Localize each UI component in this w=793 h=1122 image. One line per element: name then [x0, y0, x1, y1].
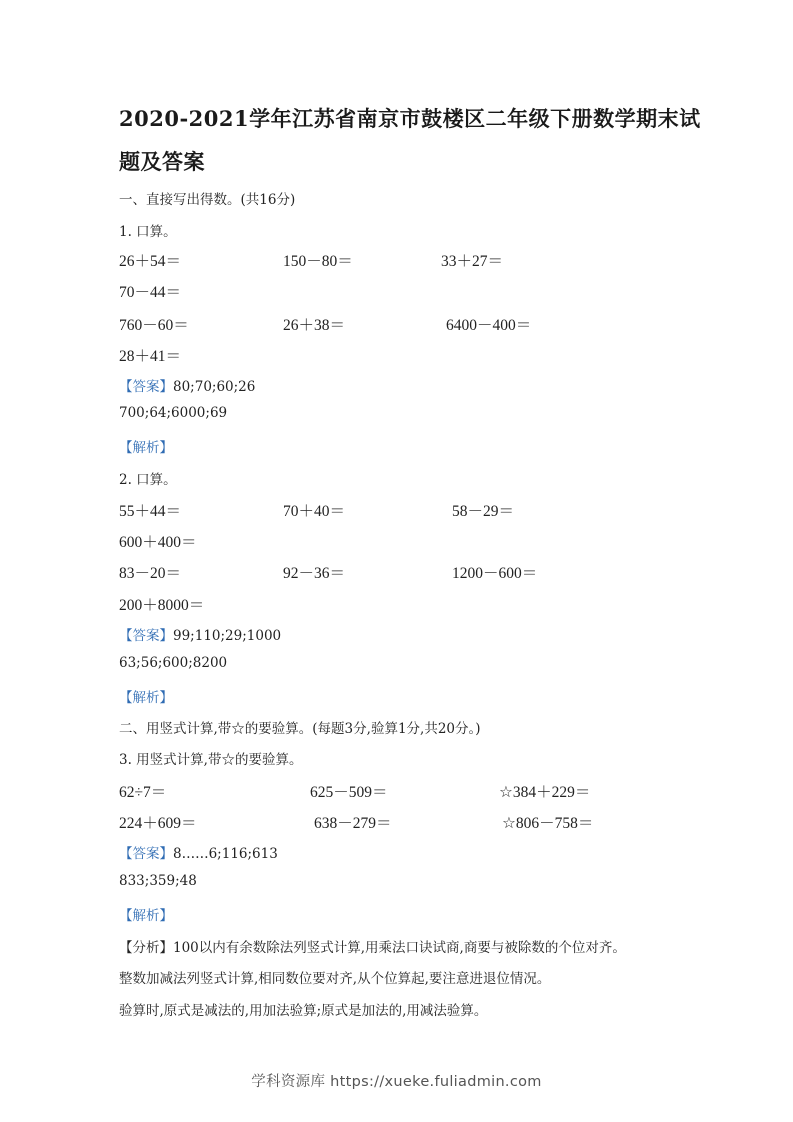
- q3-fenxi-line1: [119, 936, 626, 956]
- document-title-line1: 2020-2021学年江苏省南京市鼓楼区二年级下册数学期末试: [119, 106, 701, 131]
- q2-answer-line2: 63;56;600;8200: [119, 655, 228, 671]
- q1-expression: 6400－400＝: [446, 317, 532, 334]
- q3-expression: 224＋609＝: [119, 815, 197, 832]
- q3-expression: ☆384＋229＝: [499, 784, 591, 801]
- q2-expression: 1200－600＝: [452, 565, 538, 582]
- fenxi-tag: 【分析】: [119, 940, 173, 956]
- answer-tag: 【答案】: [119, 846, 173, 862]
- section-1-heading: 一、直接写出得数。(共16分): [119, 192, 296, 208]
- footer-watermark: 学科资源库 https://xueke.fuliadmin.com: [251, 1074, 542, 1090]
- q1-expression: 70－44＝: [119, 284, 182, 301]
- q3-answer-line2: 833;359;48: [119, 873, 197, 889]
- question-2-label: 2. 口算。: [119, 472, 177, 488]
- answer-text: 99;110;29;1000: [173, 628, 282, 644]
- q2-analysis-tag: 【解析】: [119, 690, 173, 706]
- q3-expression: 638－279＝: [314, 815, 392, 832]
- q2-expression: 200＋8000＝: [119, 597, 205, 614]
- q1-expression: 150－80＝: [283, 253, 353, 270]
- q3-expression: 625－509＝: [310, 784, 388, 801]
- q1-expression: 28＋41＝: [119, 348, 182, 365]
- q2-expression: 55＋44＝: [119, 503, 182, 520]
- q2-expression: 70＋40＝: [283, 503, 346, 520]
- q2-expression: 83－20＝: [119, 565, 182, 582]
- q2-expression: 600＋400＝: [119, 534, 197, 551]
- question-3-label: 3. 用竖式计算,带☆的要验算。: [119, 752, 303, 768]
- q1-answer-line2: 700;64;6000;69: [119, 405, 228, 421]
- q1-expression: 26＋38＝: [283, 317, 346, 334]
- answer-tag: 【答案】: [119, 379, 173, 395]
- answer-text: 80;70;60;26: [173, 379, 256, 395]
- question-1-label: 1. 口算。: [119, 224, 177, 240]
- q2-expression: 58－29＝: [452, 503, 515, 520]
- q1-expression: 26＋54＝: [119, 253, 182, 270]
- section-2-heading: 二、用竖式计算,带☆的要验算。(每题3分,验算1分,共20分。): [119, 721, 481, 737]
- q1-expression: 760－60＝: [119, 317, 189, 334]
- q3-expression: ☆806－758＝: [502, 815, 594, 832]
- q3-fenxi-line3: 验算时,原式是减法的,用加法验算;原式是加法的,用减法验算。: [119, 1003, 488, 1019]
- q3-expression: 62÷7＝: [119, 784, 167, 801]
- document-title-line2: 题及答案: [119, 149, 205, 174]
- answer-text: 8……6;116;613: [173, 846, 278, 862]
- fenxi-text: 100以内有余数除法列竖式计算,用乘法口诀试商,商要与被除数的个位对齐。: [173, 940, 626, 956]
- q3-answer-line1: [119, 842, 278, 862]
- q1-answer-line1: [119, 375, 255, 395]
- q3-fenxi-line2: 整数加减法列竖式计算,相同数位要对齐,从个位算起,要注意进退位情况。: [119, 971, 551, 987]
- q1-analysis-tag: 【解析】: [119, 440, 173, 456]
- q2-expression: 92－36＝: [283, 565, 346, 582]
- q2-answer-line1: [119, 624, 281, 644]
- q3-analysis-tag: 【解析】: [119, 908, 173, 924]
- q1-expression: 33＋27＝: [441, 253, 504, 270]
- answer-tag: 【答案】: [119, 628, 173, 644]
